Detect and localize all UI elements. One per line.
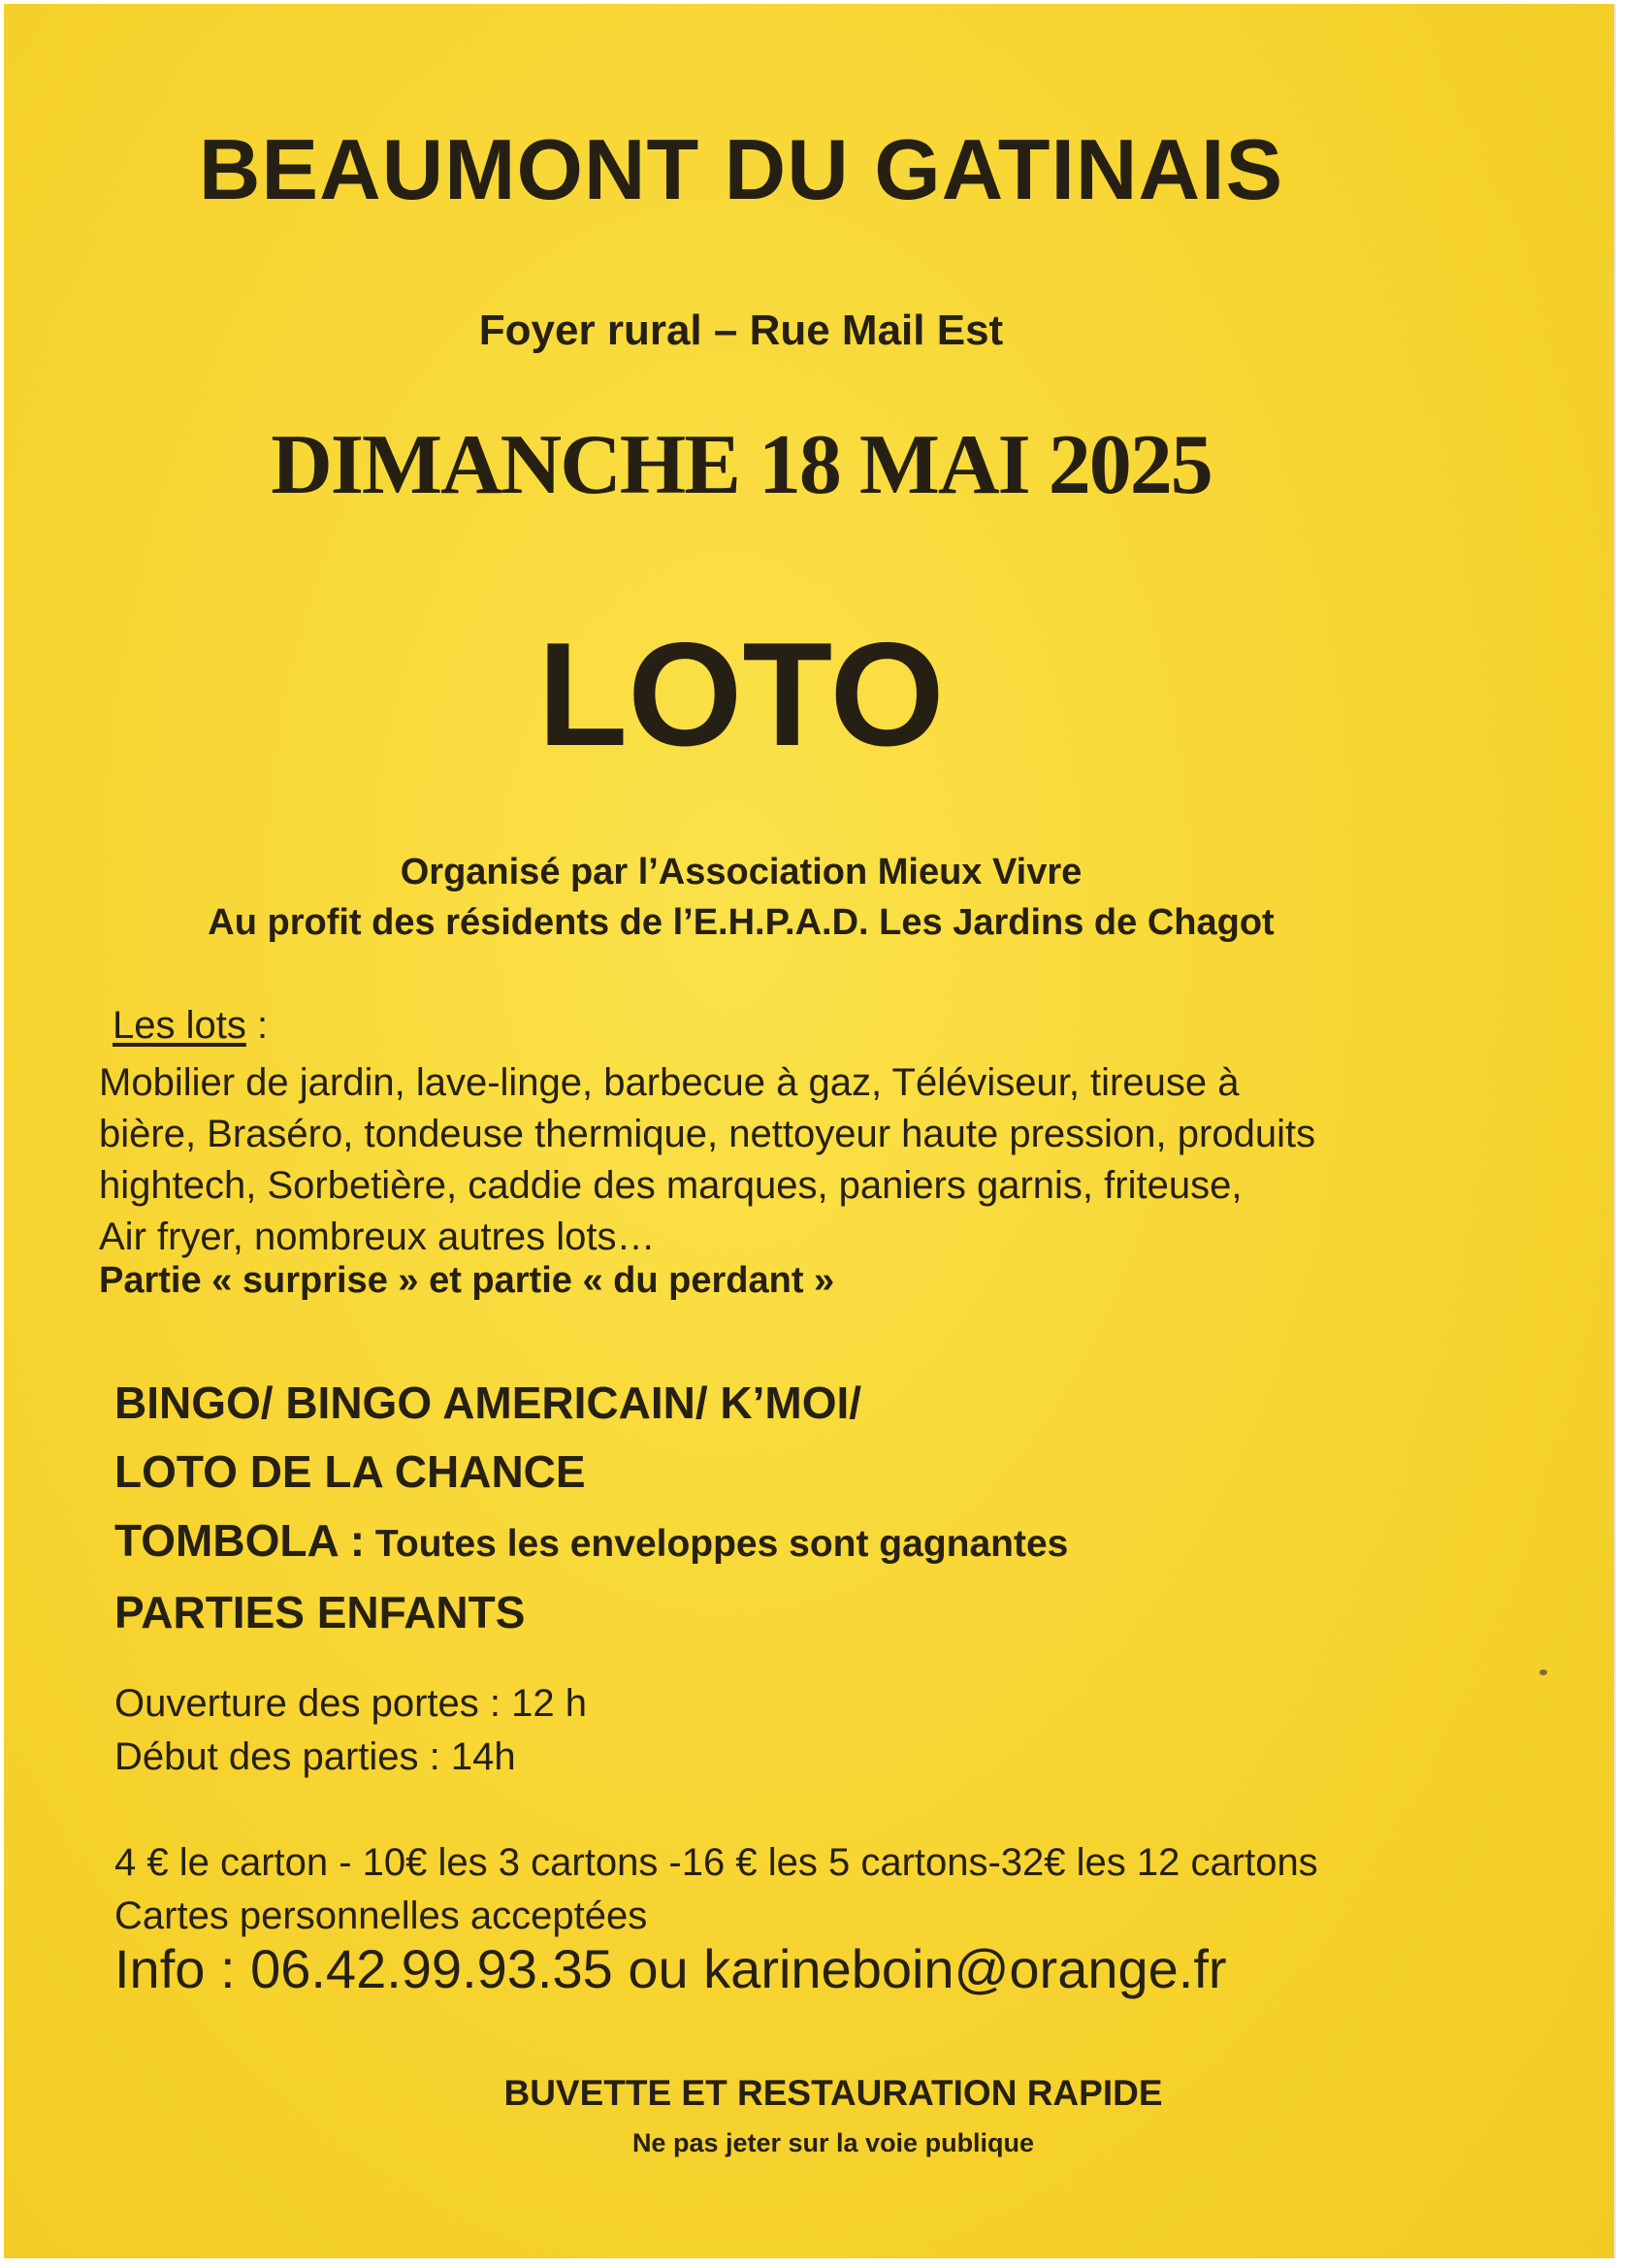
event-date: DIMANCHE 18 MAI 2025 — [271, 418, 1212, 512]
schedule — [114, 1677, 587, 1784]
lots-heading-label: Les lots — [113, 1004, 246, 1047]
games-list — [114, 1369, 1068, 1647]
venue-address: Foyer rural – Rue Mail Est — [478, 307, 1004, 354]
beneficiary-line: Au profit des résidents de l’E.H.P.A.D. Les Jardins de Chagot — [208, 902, 1275, 943]
prize-line: Air fryer, nombreux autres lots… — [99, 1215, 656, 1258]
games-line-bingo: BINGO/ BINGO AMERICAIN/ K’MOI/ — [114, 1377, 862, 1428]
paper-speck — [1539, 1669, 1547, 1675]
prize-line: Mobilier de jardin, lave-linge, barbecue à gaz, Téléviseur, tireuse à — [99, 1061, 1240, 1104]
prize-list — [99, 1057, 1573, 1263]
loto-flyer — [4, 4, 1616, 2258]
event-title: LOTO — [537, 612, 945, 777]
special-games: Partie « surprise » et partie « du perdant » — [99, 1260, 835, 1301]
pricing — [114, 1836, 1318, 1943]
organizer-line: Organisé par l’Association Mieux Vivre — [400, 852, 1083, 892]
personal-cards-note: Cartes personnelles acceptées — [114, 1895, 648, 1937]
town-title: BEAUMONT DU GATINAIS — [198, 121, 1284, 217]
contact-info: Info : 06.42.99.93.35 ou karineboin@orange.fr — [114, 1938, 1227, 1999]
prize-line: hightech, Sorbetière, caddie des marques, paniers garnis, friteuse, — [99, 1164, 1243, 1207]
lots-heading-colon: : — [245, 1004, 269, 1047]
lots-heading — [113, 1004, 268, 1048]
tombola-label: TOMBOLA : — [114, 1515, 366, 1566]
games-line-kids: PARTIES ENFANTS — [114, 1587, 526, 1637]
doors-open: Ouverture des portes : 12 h — [114, 1682, 587, 1725]
games-line-tombola — [114, 1507, 1068, 1578]
games-start: Début des parties : 14h — [114, 1735, 516, 1778]
games-line-chance: LOTO DE LA CHANCE — [114, 1446, 586, 1497]
litter-notice: Ne pas jeter sur la voie publique — [631, 2128, 1035, 2157]
prize-line: bière, Braséro, tondeuse thermique, nettoyeur haute pression, produits — [99, 1113, 1316, 1155]
tombola-text: Toutes les enveloppes sont gagnantes — [365, 1523, 1069, 1565]
card-prices: 4 € le carton - 10€ les 3 cartons -16 € les 5 cartons-32€ les 12 cartons — [114, 1841, 1318, 1884]
refreshments-note: BUVETTE ET RESTAURATION RAPIDE — [503, 2073, 1163, 2113]
